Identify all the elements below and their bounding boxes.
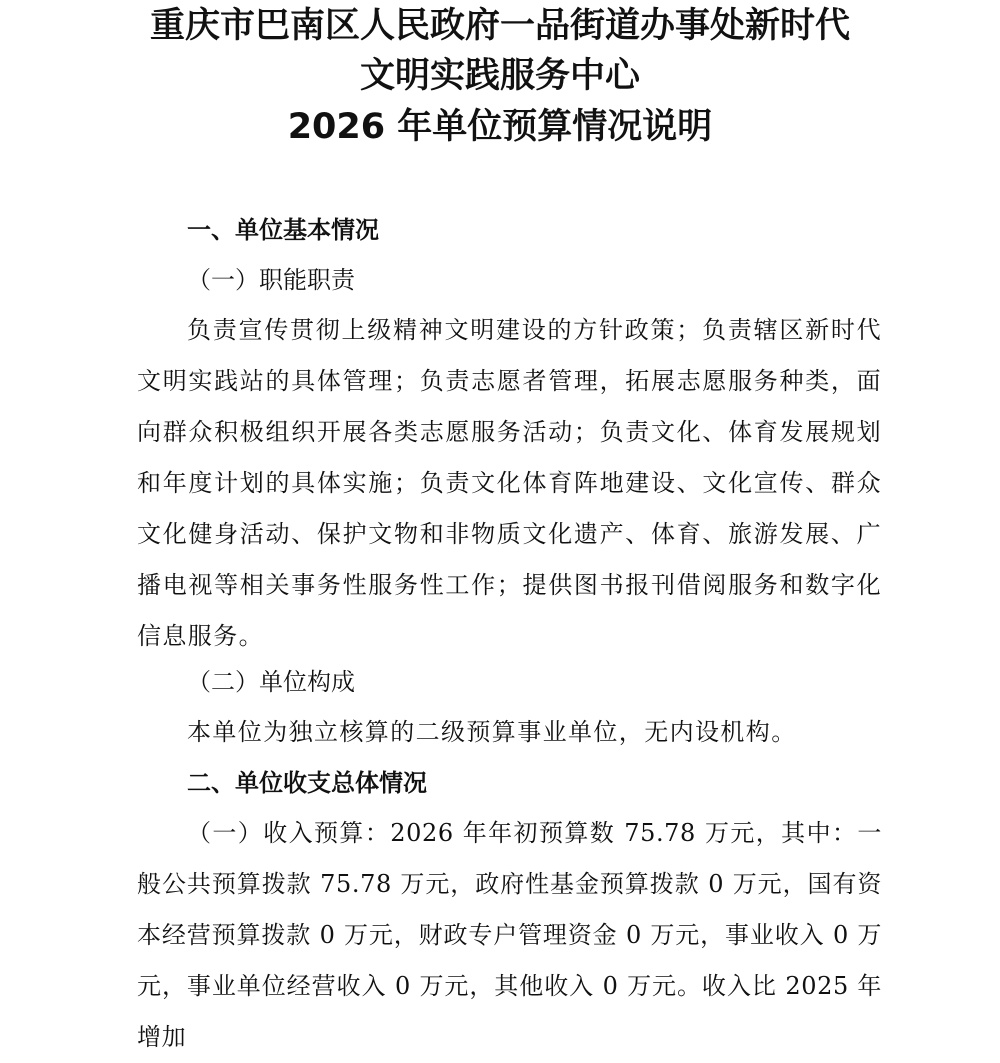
section-1-sub-2-heading: （二）单位构成 — [187, 668, 355, 696]
section-1-sub-1-body: 负责宣传贯彻上级精神文明建设的方针政策；负责辖区新时代文明实践站的具体管理；负责志愿者管理，拓展志愿服务种类，面向群众积极组织开展各类志愿服务活动；负责文化、体育发展规划和年度计划的具体实施；负责文化体育阵地建设、文化宣传、群众文化健身活动、保护文物和非物质文化遗产、体育、旅游发展、广播电视等相关事务性服务性工作；提供图书报刊借阅服务和数字化信息服务。 — [137, 316, 882, 650]
document-title-line-2: 文明实践服务中心 — [359, 56, 640, 96]
section-2-sub-1-body: （一）收入预算：2026 年年初预算数 75.78 万元，其中：一般公共预算拨款 75.78 万元，政府性基金预算拨款 0 万元，国有资本经营预算拨款 0 万元，财政专户管理资金 0 万元，事业收入 0 万元，事业单位经营收入 0 万元，其他收入 0 万元。收入比 2025 年增加 — [137, 819, 882, 1051]
section-1-sub-2-body: 本单位为独立核算的二级预算事业单位，无内设机构。 — [187, 718, 797, 746]
section-2-heading: 二、单位收支总体情况 — [187, 769, 427, 797]
document-title-line-3: 2026 年单位预算情况说明 — [287, 107, 713, 147]
section-1-heading: 一、单位基本情况 — [187, 216, 379, 244]
section-1-sub-1-heading: （一）职能职责 — [187, 266, 355, 294]
document-title-line-1: 重庆市巴南区人民政府一品街道办事处新时代 — [149, 6, 850, 46]
